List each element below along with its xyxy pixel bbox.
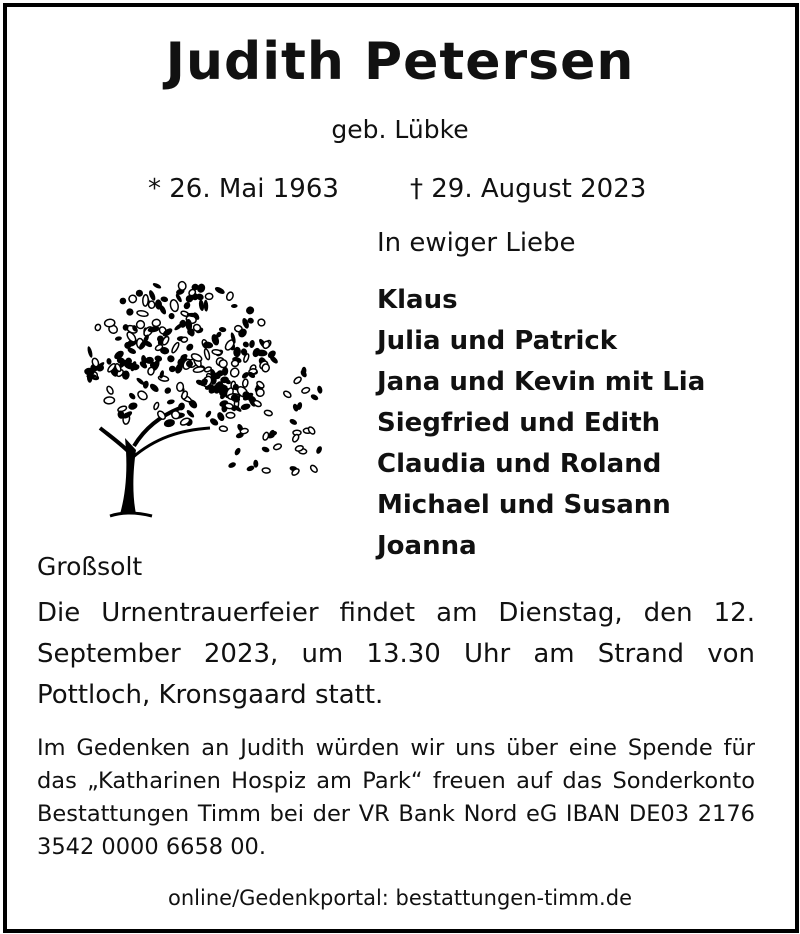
- leaf: [127, 401, 138, 410]
- leaf: [181, 337, 188, 343]
- leaf: [125, 307, 135, 317]
- falling-leaf: [273, 443, 282, 451]
- leaf: [171, 342, 180, 354]
- leaf: [229, 367, 240, 379]
- leaf: [214, 286, 226, 296]
- family-member: Julia und Patrick: [377, 326, 618, 356]
- leaf: [148, 382, 160, 393]
- falling-leaf: [310, 393, 319, 401]
- ceremony-text: Die Urnentrauerfeier findet am Dienstag, den 12. September 2023, um 13.30 Uhr am Strand von Pottloch, Kronsgaard statt.: [37, 598, 755, 710]
- leaf: [147, 367, 155, 376]
- leaf: [168, 312, 175, 319]
- leaf: [231, 360, 238, 367]
- falling-leaf: [293, 376, 302, 385]
- falling-leaf: [291, 433, 299, 442]
- falling-leaf: [264, 409, 273, 416]
- leaf: [204, 348, 211, 360]
- leaf: [106, 385, 115, 395]
- leaf: [219, 359, 228, 368]
- falling-leaf: [315, 445, 323, 454]
- memorial-portal-link[interactable]: online/Gedenkportal: bestattungen-timm.de: [168, 886, 632, 910]
- family-member: Siegfried und Edith: [377, 408, 661, 438]
- leaf: [136, 289, 144, 296]
- leaf: [115, 336, 123, 341]
- leaf: [128, 294, 138, 304]
- leaf: [209, 417, 220, 427]
- leaf: [104, 319, 115, 327]
- leaf: [128, 392, 137, 401]
- family-member: Claudia und Roland: [377, 449, 662, 479]
- falling-leaf: [316, 385, 323, 394]
- falling-leaf: [283, 390, 292, 399]
- family-list: [377, 280, 705, 567]
- falling-leaf: [262, 468, 271, 474]
- falling-leaf: [289, 418, 298, 426]
- leaf: [169, 299, 179, 312]
- leaf: [104, 397, 115, 405]
- birth-date: * 26. Mai 1963: [148, 174, 339, 204]
- tree-with-falling-leaves-icon: [70, 268, 330, 523]
- falling-leaf: [227, 461, 236, 469]
- leaf: [203, 300, 208, 312]
- leaf: [178, 281, 187, 291]
- leaf: [256, 389, 264, 397]
- falling-leaf: [301, 387, 310, 395]
- leaf: [166, 354, 175, 363]
- leaf: [244, 305, 255, 316]
- leaf: [198, 299, 205, 311]
- leaf: [242, 340, 250, 348]
- deceased-name: Judith Petersen: [165, 32, 635, 92]
- place-name: Großsolt: [37, 552, 143, 581]
- family-member: Michael und Susann: [377, 490, 671, 520]
- leaf: [143, 295, 149, 307]
- falling-leaf: [262, 432, 270, 441]
- leaf: [153, 402, 160, 410]
- family-member: Klaus: [377, 285, 458, 315]
- leaf: [240, 402, 251, 411]
- leaf: [225, 291, 234, 301]
- love-line: In ewiger Liebe: [377, 228, 576, 258]
- leaf: [86, 374, 96, 378]
- leaf: [216, 411, 226, 422]
- donation-text: Im Gedenken an Judith würden wir uns über eine Spende für das „Katharinen Hospiz am Park“ freuen auf das Sonderkonto Bestattungen Timm bei der VR Bank Nord eG IBAN DE03 2176 3542 0000 6658 00.: [37, 735, 755, 860]
- leaf: [205, 293, 213, 299]
- leaf: [231, 304, 238, 308]
- leaf: [257, 318, 267, 328]
- leaf: [163, 418, 176, 428]
- leaf: [137, 310, 149, 317]
- leaf: [106, 358, 112, 365]
- leaf: [152, 319, 161, 327]
- leaf: [185, 342, 195, 352]
- leaf: [118, 296, 127, 305]
- leaf: [177, 382, 184, 391]
- leaf: [168, 365, 176, 372]
- leaf: [226, 412, 235, 418]
- leaf: [136, 389, 148, 401]
- falling-leaf: [219, 426, 228, 432]
- leaf: [249, 340, 256, 349]
- leaf: [94, 324, 101, 332]
- falling-leaf: [261, 446, 270, 454]
- falling-leaf: [233, 447, 241, 456]
- leaf: [152, 282, 162, 290]
- leaf: [148, 301, 154, 308]
- falling-leaf: [242, 379, 248, 388]
- death-date: † 29. August 2023: [410, 174, 647, 204]
- family-member: Jana und Kevin mit Lia: [377, 367, 706, 397]
- leaf: [204, 410, 212, 419]
- leaf: [87, 346, 94, 358]
- leaf: [136, 320, 146, 330]
- leaf: [163, 386, 172, 395]
- birth-name: geb. Lübke: [331, 115, 469, 144]
- leaf: [166, 399, 175, 406]
- falling-leaf: [309, 464, 318, 473]
- family-member: Joanna: [377, 531, 477, 561]
- leaf: [219, 327, 227, 333]
